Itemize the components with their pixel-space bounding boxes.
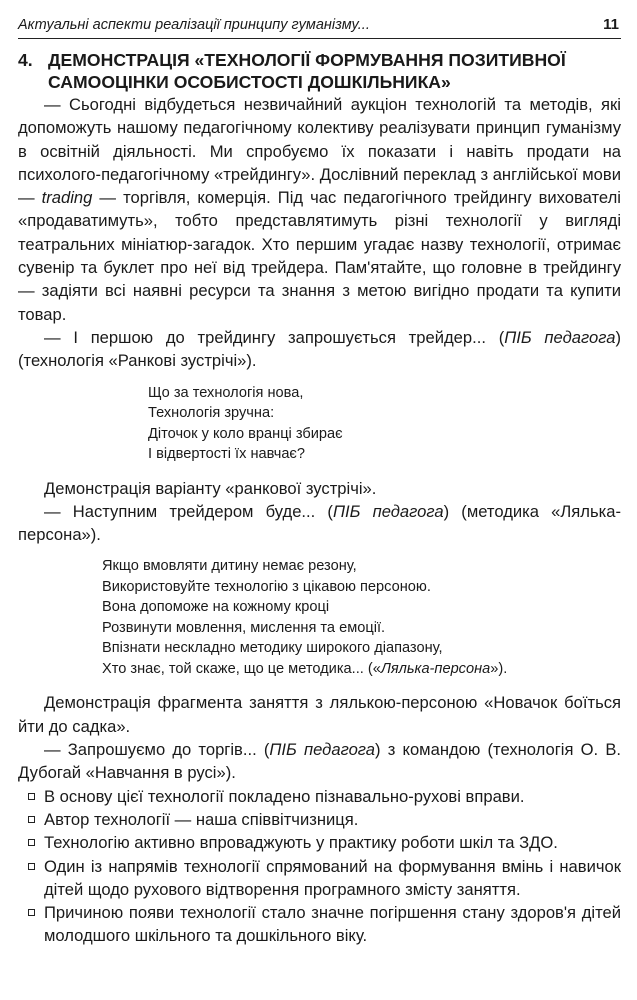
list-item bbox=[18, 855, 621, 902]
list-item bbox=[18, 831, 621, 854]
poem-1-line: Діточок у коло вранці збирає bbox=[148, 425, 343, 442]
poem-2-last-em: Лялька-персона bbox=[380, 660, 491, 677]
trader-1-before: — І першою до трейдингу запрошується трейдер... ( bbox=[44, 327, 505, 347]
poem-1-line: Що за технологія нова, bbox=[148, 384, 304, 401]
trader-3-paragraph bbox=[18, 738, 621, 785]
trader-1-placeholder: ПІБ педагога bbox=[504, 327, 616, 347]
running-header bbox=[18, 0, 621, 39]
intro-text-part1: — Сьогодні відбудеться незвичайний аукціон технологій та методів, які допоможуть нашому педагогічному колективу реалізувати принцип гуманізму в освітній діяльності. Ми спробуємо їх показати і навіть продати на психолого-педагогічному «трейдингу». Дослівний переклад з англійської мови — bbox=[18, 95, 621, 208]
riddle-poem-1 bbox=[18, 383, 621, 465]
square-bullet-icon bbox=[28, 863, 35, 870]
square-bullet-icon bbox=[28, 839, 35, 846]
trader-2-placeholder: ПІБ педагога bbox=[332, 501, 444, 521]
poem-2-line: Вона допоможе на кожному кроці bbox=[102, 599, 330, 616]
poem-2-line: Впізнати нескладно методику широкого діапазону, bbox=[102, 640, 443, 657]
trader-2-after: ) (методика «Лялька-персона»). bbox=[18, 501, 621, 545]
square-bullet-icon bbox=[28, 909, 35, 916]
trader-2-before: — Наступним трейдером буде... ( bbox=[44, 501, 333, 521]
trader-1-after: ) (технологія «Ранкові зустрічі»). bbox=[18, 327, 621, 371]
list-item-text: В основу цієї технології покладено пізнавально-рухові вправи. bbox=[44, 786, 525, 806]
page-number: 11 bbox=[603, 16, 619, 33]
list-item bbox=[18, 785, 621, 808]
intro-paragraph bbox=[18, 93, 621, 326]
poem-2-last-after: »). bbox=[490, 660, 508, 677]
poem-2-line: Використовуйте технологію з цікавою персоною. bbox=[102, 578, 431, 595]
poem-2-line: Якщо вмовляти дитину немає резону, bbox=[102, 558, 357, 575]
trader-3-placeholder: ПІБ педагога bbox=[269, 740, 376, 760]
technology-facts-list bbox=[18, 785, 621, 948]
trader-3-before: — Запрошуємо до торгів... ( bbox=[44, 740, 270, 760]
list-item-text: Причиною появи технології стало значне погіршення стану здоров'я дітей молодшого шкільного та дошкільного віку. bbox=[44, 903, 621, 946]
square-bullet-icon bbox=[28, 793, 35, 800]
demo-2-paragraph: Демонстрація фрагмента заняття з лялькою-персоною «Новачок боїться йти до садка». bbox=[18, 693, 621, 736]
section-number: 4. bbox=[18, 50, 33, 70]
section-title: ДЕМОНСТРАЦІЯ «ТЕХНОЛОГІЇ ФОРМУВАННЯ ПОЗИТИВНОЇ САМООЦІНКИ ОСОБИСТОСТІ ДОШКІЛЬНИКА» bbox=[48, 50, 566, 92]
list-item-text: Технологію активно впроваджують у практику роботи шкіл та ЗДО. bbox=[44, 833, 558, 853]
poem-2-last-before: Хто знає, той скаже, що це методика... (« bbox=[102, 660, 381, 677]
trader-2-paragraph bbox=[18, 500, 621, 547]
list-item bbox=[18, 901, 621, 948]
square-bullet-icon bbox=[28, 816, 35, 823]
intro-term: trading bbox=[41, 188, 93, 208]
trader-3-after: ) з командою (технологія О. В. Дубогай «Навчання в русі»). bbox=[18, 740, 621, 783]
section-heading bbox=[18, 49, 621, 93]
trader-1-paragraph bbox=[18, 326, 621, 373]
poem-1-line: Технологія зручна: bbox=[148, 405, 275, 422]
poem-1-line: І відвертості їх навчає? bbox=[148, 446, 305, 463]
poem-2-last-line bbox=[102, 659, 621, 680]
intro-text-part2: — торгівля, комерція. Під час педагогічного трейдингу вихователі «продаватимуть», тобто представлятимуть різні технології у вигляді театральних мініатюр-загадок. Хто першим угадає назву технології, отримає сувенір та буклет про неї від трейдера. Пам'ятайте, що головне в трейдингу — задіяти всі наявні ресурси та знання з метою вигідно продати та купити товар. bbox=[18, 188, 621, 324]
demo-1-paragraph: Демонстрація варіанту «ранкової зустрічі». bbox=[44, 478, 377, 498]
riddle-poem-2 bbox=[18, 556, 621, 679]
list-item-text: Один із напрямів технології спрямований на формування вмінь і навичок дітей щодо рухового відтворення програмного змісту заняття. bbox=[44, 856, 621, 899]
running-title: Актуальні аспекти реалізації принципу гуманізму... bbox=[18, 17, 370, 33]
poem-2-line: Розвинути мовлення, мислення та емоції. bbox=[102, 619, 386, 636]
list-item bbox=[18, 808, 621, 831]
list-item-text: Автор технології — наша співвітчизниця. bbox=[44, 809, 359, 829]
